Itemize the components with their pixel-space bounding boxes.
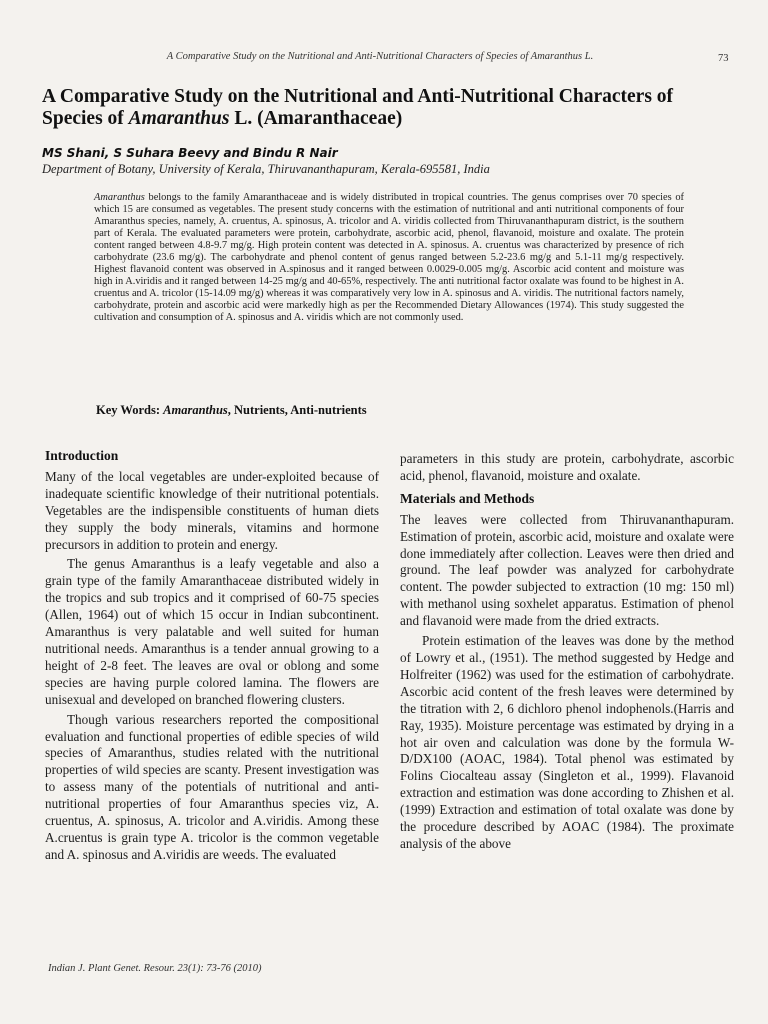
- title-part1: A Comparative Study on the Nutritional and Anti-Nutritional Characters of Species of: [42, 86, 674, 129]
- affiliation: Department of Botany, University of Kerala, Thiruvananthapuram, Kerala-695581, India: [42, 162, 490, 176]
- intro-paragraph-3: Though various researchers reported the compositional evaluation and functional properties of edible species of wild species of Amaranthus, studies related with the nutritional properties of wild species are scanty. Present investigation was to assess many of the potentials of nutritional and anti-nutritional properties of four Amaranthus species viz, A. cruentus, A. spinosus, A. tricolor and A.viridis. Among these A.cruentus is grain type A. tricolor is the common vegetable and A. spinosus and A.viridis are weeds. The evaluated: [45, 711, 379, 862]
- methods-paragraph-2: Protein estimation of the leaves was done by the method of Lowry et al., (1951). The method suggested by Hedge and Holfreiter (1962) was used for the estimation of carbohydrate. Ascorbic acid content of the fresh leaves were determined by the titration with 2, 6 dichloro phenol indophenols.(Harris and Ray, 1935). Moisture percentage was estimated by drying in a hot air oven and calculation was done by the formula W-D/DX100 (AOAC, 1984). Total phenol was estimated by Folins Ciocalteau assay (Singleton et al., 1999). Flavanoid extraction and estimation was done according to Zhishen et al. (1999) Extraction and estimation of total oxalate was done by the procedure described by AOAC (1984). The proximate analysis of the above: [400, 633, 734, 851]
- title-part2: L. (Amaranthaceae): [229, 108, 403, 129]
- title-genus: Amaranthus: [128, 108, 230, 129]
- abstract-genus: Amaranthus: [94, 192, 145, 203]
- running-head: A Comparative Study on the Nutritional and Anti-Nutritional Characters of Species of Amaranthus L.: [166, 51, 594, 62]
- intro-paragraph-2: The genus Amaranthus is a leafy vegetable and also a grain type of the family Amaranthaceae distributed widely in the tropics and sub tropics and it comprised of 60-75 species (Allen, 1964) out of which 15 occur in Indian subcontinent. Amaranthus is very palatable and well suited for human nutritional needs. Amaranthus is a tender annual growing to a height of 2-8 feet. The leaves are oval or oblong and some species are having purple colored lamina. The flowers are unisexual and developed on branched flowering clusters.: [45, 556, 379, 707]
- article-title: [42, 86, 722, 130]
- keywords-label: Key Words:: [96, 403, 164, 417]
- intro-continuation: parameters in this study are protein, carbohydrate, ascorbic acid, phenol, flavanoid, moisture and oxalate.: [400, 451, 734, 483]
- left-column: [45, 448, 379, 864]
- keywords-genus: Amaranthus: [163, 403, 228, 417]
- abstract: [94, 192, 684, 325]
- introduction-heading: Introduction: [45, 448, 119, 463]
- methods-paragraph-1: The leaves were collected from Thiruvananthapuram. Estimation of protein, ascorbic acid, moisture and oxalate were done immediately after collection. Leaves were then dried and ground. The leaf powder was analyzed for carbohydrate content. The powder subjected to extraction (10 mg: 150 ml) with methanol using soxhelet apparatus. Estimation of phenol and flavanoid were made from the dried extracts.: [400, 511, 734, 629]
- keywords-rest: , Nutrients, Anti-nutrients: [227, 403, 367, 417]
- page-number: 73: [718, 53, 729, 64]
- intro-paragraph-1: Many of the local vegetables are under-exploited because of inadequate scientific knowledge of their nutritional potentials. Vegetables are the indispensible constituents of human diets they supply the body minerals, vitamins and hormone precursors in addition to protein and energy.: [45, 468, 379, 552]
- abstract-text: belongs to the family Amaranthaceae and is widely distributed in tropical countries. The genus comprises over 70 species of which 15 are consumed as vegetables. The present study concerns with the estimation of nutritional and anti nutritional components of four Amaranthus species, namely, A. cruentus, A. spinosus, A. tricolor and A. viridis collected from Thiruvananthapuram district, is the southern part of Kerala. The evaluated parameters were protein, carbohydrate, ascorbic acid, phenol, flavanoid, moisture and oxalate. The protein content ranged between 4.8-9.7 mg/g. High protein content was detected in A. spinosus. A. cruentus was characterized by presence of rich carbohydrate (23.6 mg/g). The carbohydrate and phenol content of genus ranged between 5.2-23.6 mg/g and 5.1-11 mg/g respectively. Highest flavanoid content was observed in A.spinosus and it ranged between 0.0029-0.005 mg/g. Ascorbic acid content and moisture was high in A.viridis and it ranged between 14-25 mg/g and 40-65%, respectively. The anti nutritional factor oxalate was found to be highest in A. cruentus and A. tricolor (15-14.09 mg/g) whereas it was comparatively very low in A. spinosus and A. viridis. The nutritional factors namely, carbohydrate, protein and ascorbic acid were markedly high as per the Recommended Dietary Allowances (1974). This study suggested the cultivation and consumption of A. spinosus and A. viridis which are not commonly used.: [94, 192, 684, 324]
- methods-heading: Materials and Methods: [400, 490, 535, 506]
- keywords: [96, 403, 367, 418]
- right-column: [400, 451, 734, 853]
- footer-citation: Indian J. Plant Genet. Resour. 23(1): 73-76 (2010): [48, 963, 262, 974]
- authors: MS Shani, S Suhara Beevy and Bindu R Nair: [42, 146, 338, 160]
